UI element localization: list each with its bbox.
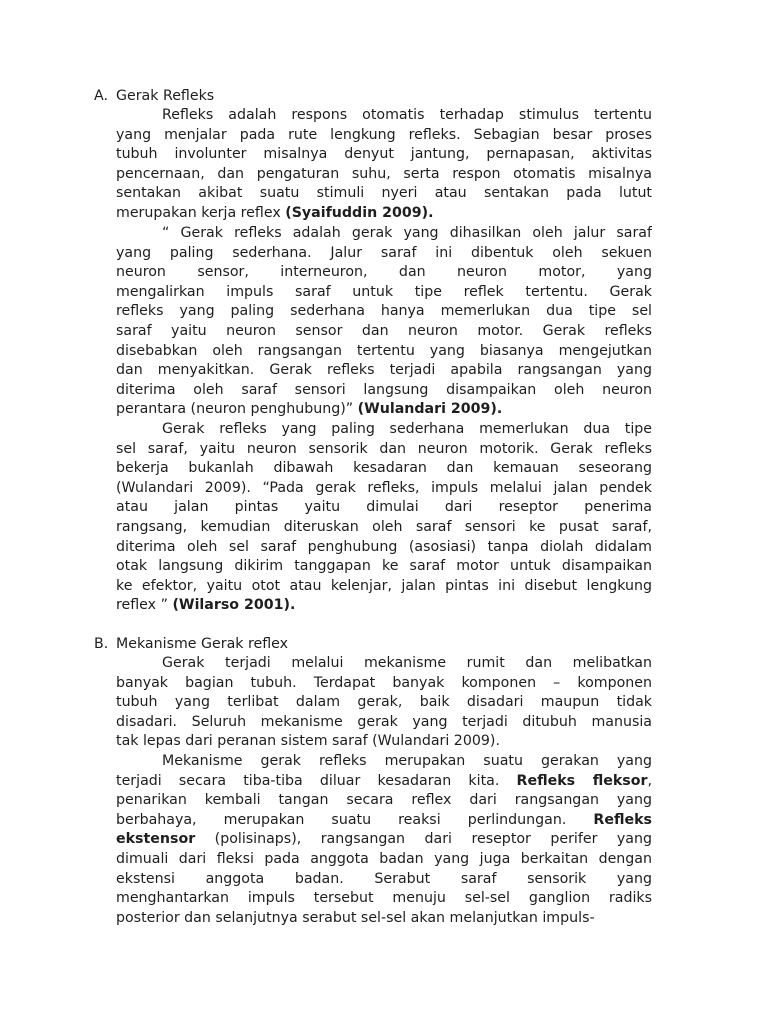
text-run: Gerak refleks yang paling sederhana memerlukan dua tipe xyxy=(162,421,652,437)
text-line xyxy=(116,204,652,224)
section-b-heading xyxy=(94,635,288,655)
text-line xyxy=(116,381,652,401)
text-run: saraf yaitu neuron sensor dan neuron motor. Gerak refleks xyxy=(116,322,652,339)
text-run: mengalirkan impuls saraf untuk tipe reflek tertentu. Gerak xyxy=(116,283,652,300)
text-run: Refleks adalah respons otomatis terhadap stimulus tertentu xyxy=(162,107,652,123)
section-b-paragraph-2 xyxy=(116,752,652,928)
text-run: , xyxy=(647,772,652,789)
text-line xyxy=(116,224,652,244)
section-b-title: Mekanisme Gerak reflex xyxy=(116,636,289,652)
text-line xyxy=(116,479,652,499)
text-run: menghantarkan impuls tersebut menuju sel-sel ganglion radiks xyxy=(116,890,652,907)
text-run: berbahaya, merupakan suatu reaksi perlindungan. xyxy=(116,811,594,828)
text-line xyxy=(116,654,652,674)
section-a-marker: A. xyxy=(94,88,108,104)
text-line xyxy=(116,752,652,772)
text-line xyxy=(116,244,652,264)
text-line xyxy=(116,518,652,538)
text-run: perantara (neuron penghubung)” xyxy=(116,401,358,418)
text-run: yang paling sederhana. Jalur saraf ini dibentuk oleh sekuen xyxy=(116,244,652,261)
text-run: merupakan kerja reflex xyxy=(116,204,286,221)
text-line xyxy=(116,732,652,752)
text-line xyxy=(116,772,652,792)
section-a-paragraph-3 xyxy=(116,420,652,616)
text-run: ke efektor, yaitu otot atau kelenjar, jalan pintas ini disebut lengkung xyxy=(116,577,652,594)
text-run: (polisinaps), rangsangan dari reseptor perifer yang xyxy=(195,831,652,848)
text-line xyxy=(116,693,652,713)
text-line xyxy=(116,263,652,283)
text-run: Mekanisme gerak refleks merupakan suatu gerakan yang xyxy=(162,753,652,769)
text-run: ekstensi anggota badan. Serabut saraf sensorik yang xyxy=(116,870,652,887)
text-line xyxy=(116,440,652,460)
text-run: terjadi secara tiba-tiba diluar kesadaran kita. xyxy=(116,772,517,789)
text-line xyxy=(116,184,652,204)
text-run: disebabkan oleh rangsangan tertentu yang biasanya mengejutkan xyxy=(116,342,652,359)
text-run: penarikan kembali tangan secara reflex dari rangsangan yang xyxy=(116,792,652,809)
text-line xyxy=(116,577,652,597)
text-run: tubuh involunter misalnya denyut jantung, pernapasan, aktivitas xyxy=(116,146,652,163)
text-line xyxy=(116,557,652,577)
text-line xyxy=(116,283,652,303)
text-run: dan menyakitkan. Gerak refleks terjadi apabila rangsangan yang xyxy=(116,362,652,379)
section-a-paragraph-2 xyxy=(116,224,652,420)
text-line xyxy=(116,909,652,929)
text-line xyxy=(116,145,652,165)
text-line xyxy=(116,713,652,733)
text-run: rangsang, kemudian diteruskan oleh saraf sensori ke pusat saraf, xyxy=(116,518,652,535)
text-run: (Wulandari 2009). “Pada gerak refleks, impuls melalui jalan pendek xyxy=(116,479,652,496)
text-run: pencernaan, dan pengaturan suhu, serta respon otomatis misalnya xyxy=(116,165,652,182)
text-run: dimuali dari fleksi pada anggota badan yang juga berkaitan dengan xyxy=(116,850,652,867)
bold-text: Refleks fleksor xyxy=(516,772,648,789)
text-run: refleks yang paling sederhana hanya memerlukan dua tipe sel xyxy=(116,303,652,320)
text-line xyxy=(116,400,652,420)
text-line xyxy=(116,850,652,870)
text-run: atau jalan pintas yaitu dimulai dari reseptor penerima xyxy=(116,499,652,516)
text-line xyxy=(116,165,652,185)
text-line xyxy=(116,361,652,381)
text-run: bekerja bukanlah dibawah kesadaran dan kemauan seseorang xyxy=(116,460,652,477)
text-line xyxy=(116,420,652,440)
section-b-paragraph-1 xyxy=(116,654,652,752)
section-a-paragraph-1 xyxy=(116,106,652,224)
text-run: disadari. Seluruh mekanisme gerak yang terjadi ditubuh manusia xyxy=(116,713,652,730)
text-line xyxy=(116,302,652,322)
text-run: banyak bagian tubuh. Terdapat banyak komponen – komponen xyxy=(116,674,652,691)
text-run: “ Gerak refleks adalah gerak yang dihasilkan oleh jalur saraf xyxy=(162,225,652,241)
text-line xyxy=(116,791,652,811)
text-line xyxy=(116,126,652,146)
text-line xyxy=(116,830,652,850)
text-line xyxy=(116,538,652,558)
text-line xyxy=(116,870,652,890)
text-run: posterior dan selanjutnya serabut sel-sel akan melanjutkan impuls- xyxy=(116,909,595,926)
text-run: sel saraf, yaitu neuron sensorik dan neuron motorik. Gerak refleks xyxy=(116,440,652,457)
bold-text: (Wulandari 2009). xyxy=(357,401,503,418)
text-run: tak lepas dari peranan sistem saraf (Wulandari 2009). xyxy=(116,733,500,750)
bold-text: ekstensor xyxy=(116,831,196,848)
bold-text: (Syaifuddin 2009). xyxy=(285,204,434,221)
text-line xyxy=(116,106,652,126)
text-line xyxy=(116,674,652,694)
text-line xyxy=(116,459,652,479)
text-line xyxy=(116,596,652,616)
text-line xyxy=(116,811,652,831)
text-run: neuron sensor, interneuron, dan neuron motor, yang xyxy=(116,264,652,281)
text-line xyxy=(116,498,652,518)
text-line xyxy=(116,322,652,342)
bold-text: (Wilarso 2001). xyxy=(172,597,296,614)
section-a-title: Gerak Refleks xyxy=(116,88,215,104)
section-a-heading xyxy=(94,87,214,107)
bold-text: Refleks xyxy=(593,811,652,828)
text-run: diterima oleh saraf sensori langsung disampaikan oleh neuron xyxy=(116,381,652,398)
text-run: Gerak terjadi melalui mekanisme rumit dan melibatkan xyxy=(162,655,652,671)
text-run: sentakan akibat suatu stimuli nyeri atau sentakan pada lutut xyxy=(116,185,652,202)
text-run: diterima oleh sel saraf penghubung (asosiasi) tanpa diolah didalam xyxy=(116,538,652,555)
text-run: yang menjalar pada rute lengkung refleks. Sebagian besar proses xyxy=(116,126,652,143)
text-line xyxy=(116,889,652,909)
text-line xyxy=(116,342,652,362)
text-run: tubuh yang terlibat dalam gerak, baik disadari maupun tidak xyxy=(116,694,652,711)
text-run: otak langsung dikirim tanggapan ke saraf motor untuk disampaikan xyxy=(116,558,652,575)
section-b-marker: B. xyxy=(94,636,109,652)
text-run: reflex ” xyxy=(116,597,173,614)
